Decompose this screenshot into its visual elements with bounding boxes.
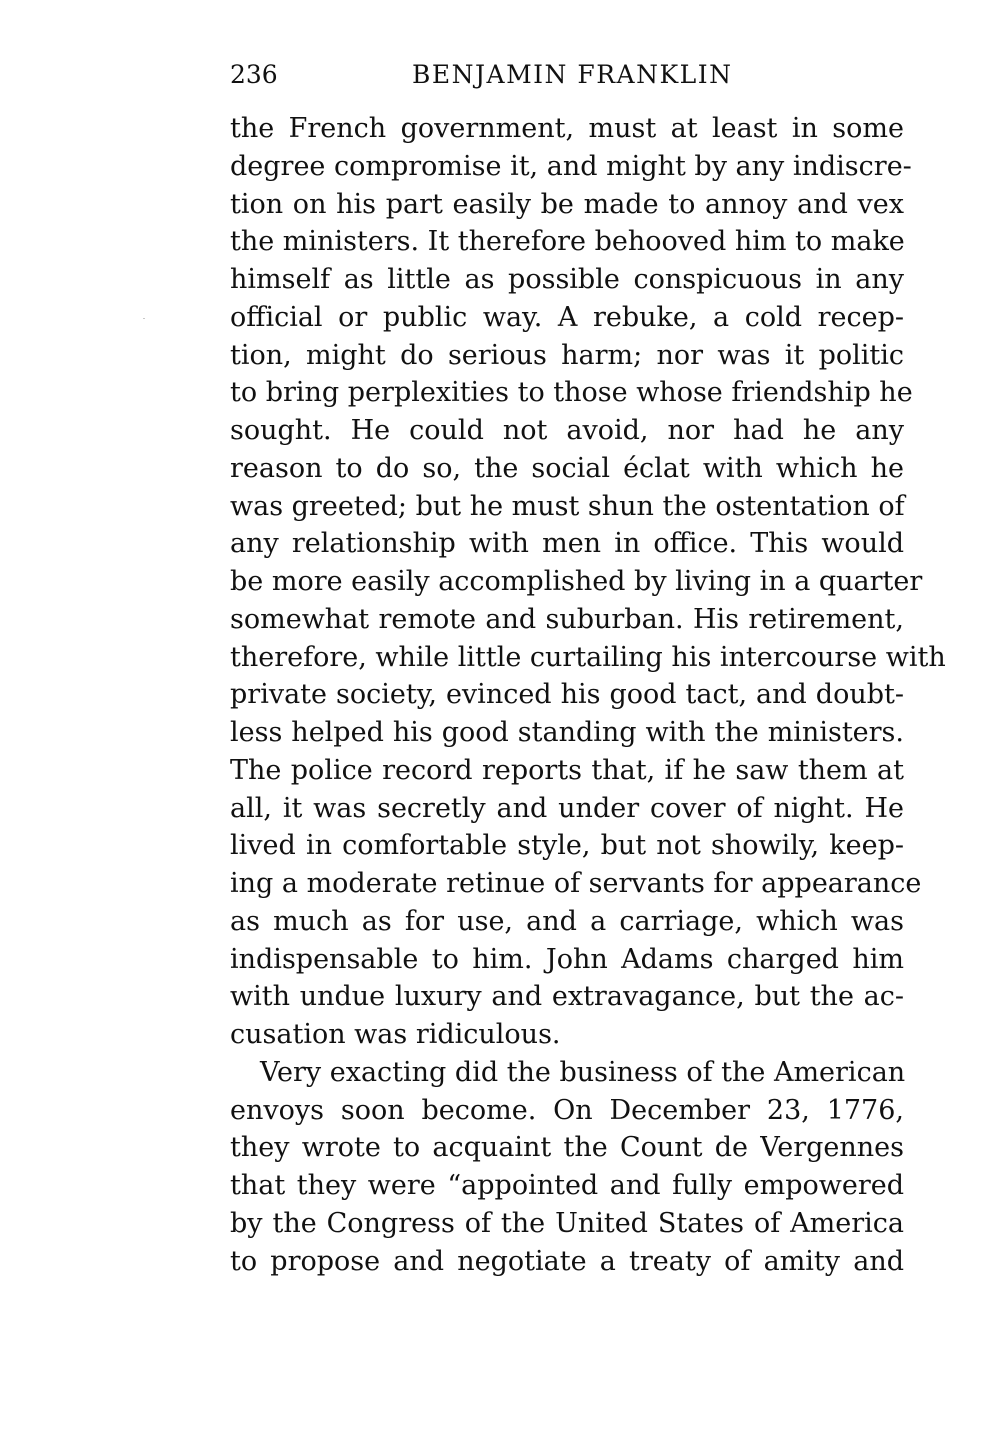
text-line: that they were “appointed and fully empowered [230,1170,904,1201]
text-line: to bring perplexities to those whose friendship he [230,377,913,409]
page-number: 236 [230,60,278,89]
text-line: sought. He could not avoid, nor had he any [230,415,904,446]
text-line: as much as for use, and a carriage, which was [230,905,904,937]
text-line: to propose and negotiate a treaty of amity and [230,1245,904,1277]
text-line: all, it was secretly and under cover of night. He [230,792,904,824]
text-line: any relationship with men in office. This would [230,528,904,560]
text-line: himself as little as possible conspicuous in any [230,264,904,295]
text-line: reason to do so, the social éclat with which he [230,452,904,484]
running-title: BENJAMIN FRANKLIN [412,60,733,89]
text-line: The police record reports that, if he saw them at [230,754,904,786]
text-line: the French government, must at least in some [230,113,904,144]
text-line: they wrote to acquaint the Count de Vergennes [230,1132,904,1164]
text-line: envoys soon become. On December 23, 1776, [230,1094,904,1126]
paragraph-2 [230,1054,904,1281]
text-line: ing a moderate retinue of servants for appearance [230,868,922,899]
text-line: Very exacting did the business of the American [260,1056,906,1088]
text-line: tion on his part easily be made to annoy and vex [230,188,904,220]
running-head [230,58,904,92]
text-line: indispensable to him. John Adams charged him [230,943,904,975]
text-line: therefore, while little curtailing his intercourse with [230,641,946,673]
text-line: cusation was ridiculous. [230,1019,561,1050]
text-line: by the Congress of the United States of America [230,1207,904,1239]
paragraph-1 [230,110,946,1054]
text-line: official or public way. A rebuke, a cold recep- [230,301,904,333]
text-line: somewhat remote and suburban. His retirement, [230,603,904,635]
text-line: lived in comfortable style, but not showily, keep- [230,830,904,862]
text-line: tion, might do serious harm; nor was it politic [230,339,904,371]
text-line: was greeted; but he must shun the ostentation of [230,490,905,522]
text-line: be more easily accomplished by living in a quarter [230,566,923,597]
text-line: the ministers. It therefore behooved him to make [230,226,905,258]
text-line: less helped his good standing with the ministers. [230,717,904,748]
text-line: with undue luxury and extravagance, but the ac- [230,981,904,1013]
margin-speck [143,318,145,319]
body-text [230,110,946,1280]
text-line: private society, evinced his good tact, and doubt- [230,679,904,711]
text-line: degree compromise it, and might by any indiscre- [230,150,912,182]
